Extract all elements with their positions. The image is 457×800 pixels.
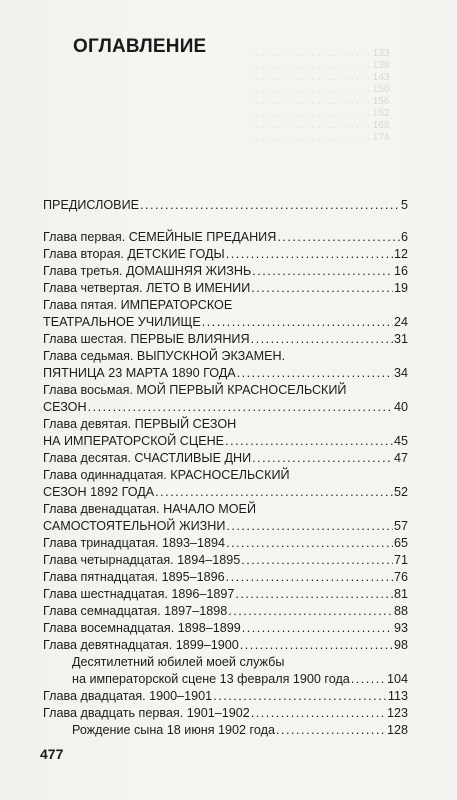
toc-entry[interactable]: [43, 229, 408, 245]
toc-entry[interactable]: [43, 331, 408, 347]
toc-entry-title: Глава шестнадцатая. 1896–1897: [43, 587, 235, 601]
toc-entry-page: 6: [400, 230, 408, 244]
toc-leader-dots: [240, 637, 393, 653]
toc-entry[interactable]: [43, 688, 408, 704]
toc-entry-title: Глава шестая. ПЕРВЫЕ ВЛИЯНИЯ: [43, 332, 250, 346]
toc-entry-title: Рождение сына 18 июня 1902 года: [72, 723, 275, 737]
toc-entry-page: 76: [393, 570, 408, 584]
toc-entry[interactable]: [43, 246, 408, 262]
toc-entry[interactable]: [43, 535, 408, 551]
toc-entry-title: Глава двадцать первая. 1901–1902: [43, 706, 250, 720]
toc-entry-title: Глава четырнадцатая. 1894–1895: [43, 553, 241, 567]
toc-entry[interactable]: [43, 569, 408, 585]
toc-entry-page: 98: [393, 638, 408, 652]
toc-entry[interactable]: [72, 722, 408, 738]
page-title: ОГЛАВЛЕНИЕ: [73, 36, 207, 57]
toc-entry[interactable]: [43, 484, 408, 500]
toc-leader-dots: [226, 569, 393, 585]
toc-entry-title: ТЕАТРАЛЬНОЕ УЧИЛИЩЕ: [43, 315, 201, 329]
toc-entry[interactable]: [43, 586, 408, 602]
toc-entry-title: Глава вторая. ДЕТСКИЕ ГОДЫ: [43, 247, 225, 261]
toc-entry-title: ПЯТНИЦА 23 МАРТА 1890 ГОДА: [43, 366, 236, 380]
toc-entry-page: 24: [393, 315, 408, 329]
toc-entry[interactable]: [43, 450, 408, 466]
toc-entry[interactable]: [43, 603, 408, 619]
toc-leader-dots: [351, 671, 386, 687]
toc-entry-page: 34: [393, 366, 408, 380]
toc-leader-dots: [276, 722, 386, 738]
toc-entry[interactable]: [43, 552, 408, 568]
page-number: 477: [40, 746, 64, 762]
toc-entry[interactable]: [72, 671, 408, 687]
toc-entry-title-line1: Десятилетний юбилей моей службы: [72, 655, 285, 669]
toc-entry-title: на императорской сцене 13 февраля 1900 года: [72, 672, 350, 686]
toc-entry[interactable]: [43, 280, 408, 296]
toc-leader-dots: [155, 484, 393, 500]
toc-entry-title: Глава пятнадцатая. 1895–1896: [43, 570, 225, 584]
toc-entry-page: 65: [393, 536, 408, 550]
toc-leader-dots: [88, 399, 393, 415]
toc-entry-page: 16: [393, 264, 408, 278]
toc-leader-dots: [251, 280, 393, 296]
toc-leader-dots: [228, 603, 393, 619]
toc-entry-title-line1: Глава восьмая. МОЙ ПЕРВЫЙ КРАСНОСЕЛЬСКИЙ: [43, 383, 347, 397]
toc-leader-dots: [226, 246, 393, 262]
toc-entry[interactable]: [43, 433, 408, 449]
toc-entry[interactable]: [43, 705, 408, 721]
toc-entry-page: 104: [386, 672, 408, 686]
toc-entry-page: 19: [393, 281, 408, 295]
toc-leader-dots: [251, 331, 393, 347]
toc-leader-dots: [202, 314, 393, 330]
toc-entry-title: САМОСТОЯТЕЛЬНОЙ ЖИЗНИ: [43, 519, 226, 533]
toc-leader-dots: [241, 552, 393, 568]
toc-entry-page: 31: [393, 332, 408, 346]
toc-leader-dots: [242, 620, 393, 636]
toc-entry-page: 93: [393, 621, 408, 635]
toc-entry-page: 45: [393, 434, 408, 448]
toc-entry-title-line1: Глава седьмая. ВЫПУСКНОЙ ЭКЗАМЕН.: [43, 349, 286, 363]
toc-entry-title: СЕЗОН 1892 ГОДА: [43, 485, 155, 499]
toc-entry-title: Глава девятнадцатая. 1899–1900: [43, 638, 239, 652]
toc-entry[interactable]: [43, 263, 408, 279]
toc-entry-page: 40: [393, 400, 408, 414]
show-through-text: . . . . . . . . . . . . . . . . . . . . . . . 133 . . . . . . . . . . . . . . . . . . . . . . . 138 . . . . . . . . . . . . . . . . . . . . . . . 143 . . . . . . . . . . . . . . . . . . . . . . . 150 . . . . . . . . . . . . . . . . . . . . . . . 156 . . . . . . . . . . . . . . . . . . . . . . . 162 . . . . . . . . . . . . . . . . . . . . . . . 168 . . . . . . . . . . . . . . . . . . . . . . . 174: [245, 48, 390, 143]
toc-leader-dots: [235, 586, 393, 602]
toc-leader-dots: [252, 263, 393, 279]
toc-leader-dots: [226, 535, 393, 551]
toc-entry-page: 47: [393, 451, 408, 465]
toc-entry-title: СЕЗОН: [43, 400, 87, 414]
toc-entry-page: 71: [393, 553, 408, 567]
toc-entry-page: 113: [387, 689, 408, 703]
toc-entry[interactable]: [43, 518, 408, 534]
toc-entry-title-line1: Глава девятая. ПЕРВЫЙ СЕЗОН: [43, 417, 237, 431]
toc-entry-page: 57: [393, 519, 408, 533]
toc-entry-title: Глава семнадцатая. 1897–1898: [43, 604, 228, 618]
toc-entry[interactable]: [43, 314, 408, 330]
toc-leader-dots: [237, 365, 393, 381]
toc-leader-dots: [277, 229, 400, 245]
toc-entry-title: Глава первая. СЕМЕЙНЫЕ ПРЕДАНИЯ: [43, 230, 277, 244]
toc-entry-page: 12: [393, 247, 408, 261]
toc-entry-page: 128: [386, 723, 408, 737]
toc-entry-page: 88: [393, 604, 408, 618]
toc-entry[interactable]: [43, 399, 408, 415]
toc-leader-dots: [251, 705, 386, 721]
toc-leader-dots: [140, 197, 400, 213]
toc-entry[interactable]: [43, 197, 408, 213]
toc-entry[interactable]: [43, 637, 408, 653]
toc-entry-title-line1: Глава двенадцатая. НАЧАЛО МОЕЙ: [43, 502, 256, 516]
toc-entry[interactable]: [43, 620, 408, 636]
toc-leader-dots: [213, 688, 387, 704]
toc-entry-page: 5: [400, 198, 408, 212]
toc-entry-title-line1: Глава пятая. ИМПЕРАТОРСКОЕ: [43, 298, 233, 312]
toc-entry-title: Глава десятая. СЧАСТЛИВЫЕ ДНИ: [43, 451, 252, 465]
toc-leader-dots: [225, 433, 393, 449]
toc-entry-title: Глава восемнадцатая. 1898–1899: [43, 621, 241, 635]
toc-entry-title: ПРЕДИСЛОВИЕ: [43, 198, 140, 212]
toc-entry-title-line1: Глава одиннадцатая. КРАСНОСЕЛЬСКИЙ: [43, 468, 290, 482]
toc-entry-title: Глава тринадцатая. 1893–1894: [43, 536, 226, 550]
toc-entry[interactable]: [43, 365, 408, 381]
toc-leader-dots: [226, 518, 393, 534]
toc-entry-page: 81: [393, 587, 408, 601]
toc-leader-dots: [252, 450, 393, 466]
toc-entry-title: Глава четвертая. ЛЕТО В ИМЕНИИ: [43, 281, 251, 295]
toc-entry-title: Глава двадцатая. 1900–1901: [43, 689, 213, 703]
toc-entry-page: 52: [393, 485, 408, 499]
toc-entry-title: НА ИМПЕРАТОРСКОЙ СЦЕНЕ: [43, 434, 225, 448]
toc-entry-page: 123: [386, 706, 408, 720]
toc-entry-title: Глава третья. ДОМАШНЯЯ ЖИЗНЬ: [43, 264, 252, 278]
